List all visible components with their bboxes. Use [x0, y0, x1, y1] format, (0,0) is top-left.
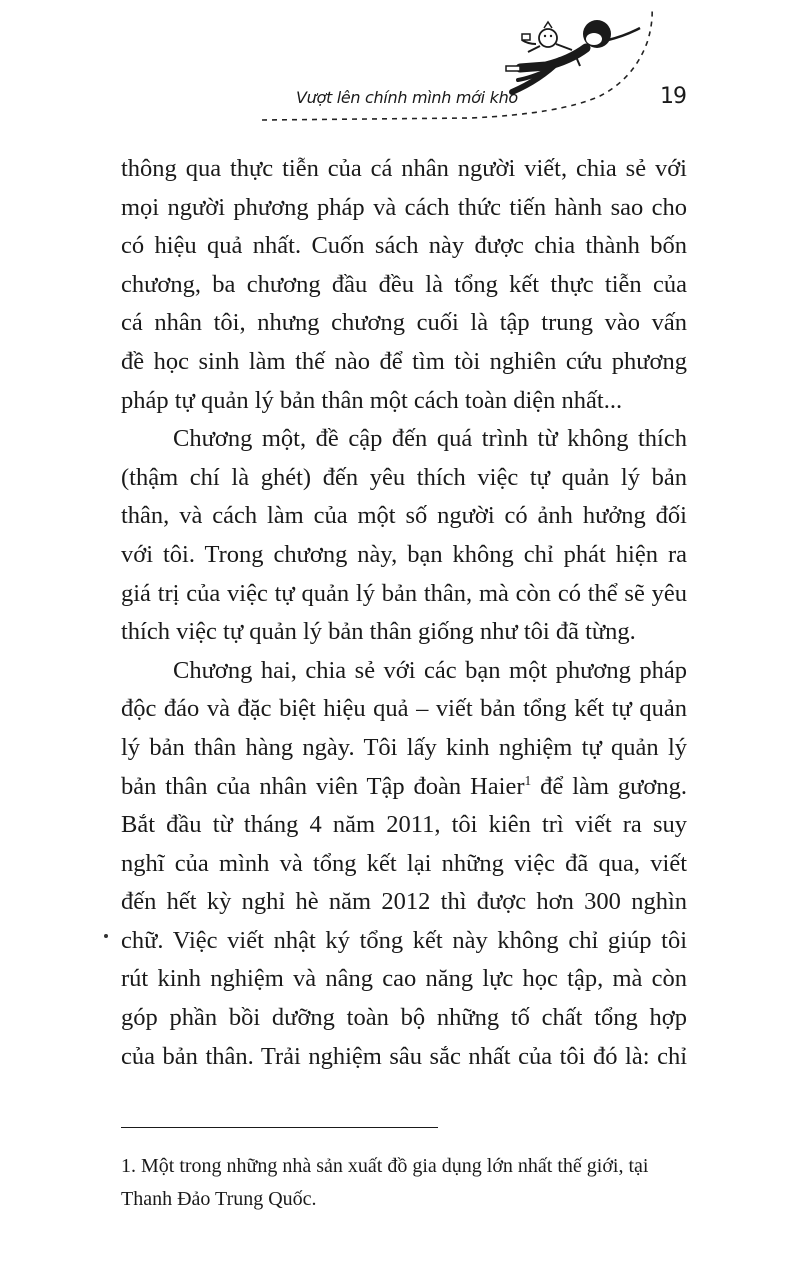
flying-children-illustration-icon [0, 0, 800, 140]
paragraph-2 [121, 420, 687, 652]
footnote [121, 1150, 687, 1216]
footnote-marker: 1 [524, 772, 532, 788]
text-line: thích việc tự quản lý bản thân giống như tôi đã từng. [121, 618, 636, 646]
text-line: lý bản thân hàng ngày. Tôi lấy kinh nghiệm tự quản lý [121, 733, 687, 761]
running-title: Vượt lên chính mình mới khó [296, 88, 518, 107]
margin-mark [104, 934, 108, 938]
text-line: với tôi. Trong chương này, bạn không chỉ phát hiện ra [121, 540, 687, 568]
text-line: thân, và cách làm của một số người có ảnh hưởng đối [121, 502, 687, 530]
text-line: pháp tự quản lý bản thân một cách toàn diện nhất... [121, 386, 623, 414]
text-segment: bản thân của nhân viên Tập đoàn Haier [121, 772, 525, 800]
text-line: mọi người phương pháp và cách thức tiến hành sao cho [121, 193, 687, 221]
text-line: của bản thân. Trải nghiệm sâu sắc nhất của tôi đó là: chỉ [121, 1042, 687, 1070]
text-line: có hiệu quả nhất. Cuốn sách này được chia thành bốn [121, 232, 687, 260]
text-line: nghĩ của mình và tổng kết lại những việc đã qua, viết [121, 849, 687, 877]
paragraph-3 [121, 652, 687, 1077]
text-line: độc đáo và đặc biệt hiệu quả – viết bản tổng kết tự quản [121, 695, 687, 723]
page-header [0, 0, 800, 140]
text-line: chương, ba chương đầu đều là tổng kết thực tiễn của [121, 270, 687, 298]
text-line: (thậm chí là ghét) đến yêu thích việc tự quản lý bản [121, 463, 687, 491]
text-line: đề học sinh làm thế nào để tìm tòi nghiên cứu phương [121, 347, 687, 375]
footnote-line: Thanh Đảo Trung Quốc. [121, 1188, 317, 1210]
body-text [121, 150, 687, 1076]
footnote-divider [121, 1127, 438, 1128]
page-number: 19 [660, 84, 686, 109]
text-segment: để làm gương. [531, 772, 687, 800]
text-line: giá trị của việc tự quản lý bản thân, mà còn có thể sẽ yêu [121, 579, 687, 607]
text-line: chữ. Việc viết nhật ký tổng kết này không chỉ giúp tôi [121, 926, 687, 954]
text-line: Chương một, đề cập đến quá trình từ không thích [173, 425, 687, 453]
text-line: rút kinh nghiệm và nâng cao năng lực học tập, mà còn [121, 965, 687, 993]
text-line: góp phần bồi dưỡng toàn bộ những tố chất tổng hợp [121, 1004, 687, 1032]
text-line [121, 768, 687, 807]
footnote-line: 1. Một trong những nhà sản xuất đồ gia dụng lớn nhất thế giới, tại [121, 1155, 649, 1177]
text-line: đến hết kỳ nghỉ hè năm 2012 thì được hơn 300 nghìn [121, 888, 687, 916]
text-line: cá nhân tôi, nhưng chương cuối là tập trung vào vấn [121, 309, 687, 337]
text-line: Bắt đầu từ tháng 4 năm 2011, tôi kiên trì viết ra suy [121, 811, 687, 839]
text-line: Chương hai, chia sẻ với các bạn một phương pháp [173, 656, 687, 684]
text-line: thông qua thực tiễn của cá nhân người viết, chia sẻ với [121, 155, 687, 182]
paragraph-1 [121, 150, 687, 420]
